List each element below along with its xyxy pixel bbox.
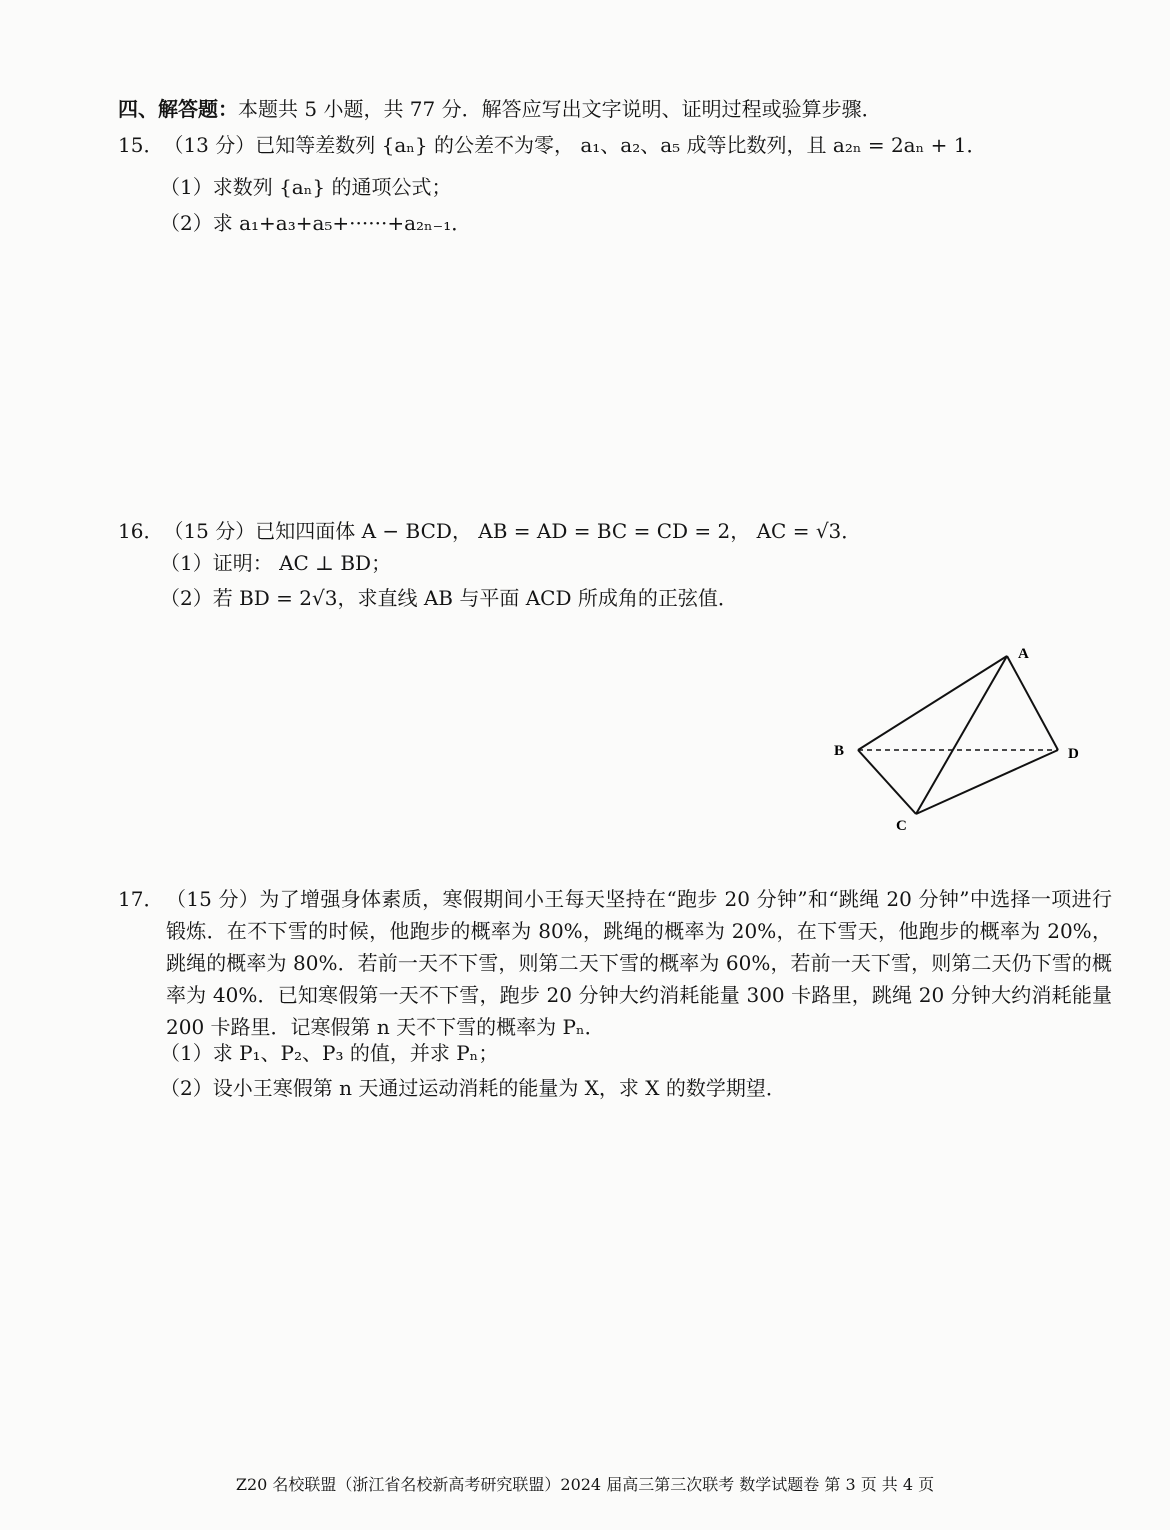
section-header — [118, 96, 882, 122]
question-15-number: 15． — [118, 133, 164, 157]
question-16-stem — [118, 518, 861, 544]
question-15-text: （13 分）已知等差数列 {aₙ} 的公差不为零， a₁、a₂、a₅ 成等比数列，且 a₂ₙ = 2aₙ + 1． — [163, 133, 987, 157]
page-footer: Z20 名校联盟（浙江省名校新高考研究联盟）2024 届高三第三次联考 数学试题卷 第 3 页 共 4 页 — [235, 1475, 935, 1494]
question-16-part-1: （1）证明： AC ⊥ BD； — [160, 551, 392, 575]
question-16-part-2: （2）若 BD = 2√3，求直线 AB 与平面 ACD 所成角的正弦值． — [160, 586, 738, 610]
question-17-number: 17． — [118, 887, 164, 911]
vertex-label-d: D — [1068, 746, 1079, 762]
question-15-stem — [118, 132, 986, 158]
vertex-label-b: B — [834, 743, 845, 759]
section-intro: 本题共 5 小题，共 77 分．解答应写出文字说明、证明过程或验算步骤． — [238, 97, 882, 121]
question-15-part-1: （1）求数列 {aₙ} 的通项公式； — [160, 175, 452, 199]
edge-bc — [858, 750, 916, 814]
vertex-label-c: C — [896, 818, 907, 834]
edge-cd — [916, 750, 1058, 814]
edge-ad — [1007, 656, 1058, 750]
tetrahedron-figure — [830, 640, 1090, 840]
question-16-text: （15 分）已知四面体 A − BCD， AB = AD = BC = CD = 2， AC = √3． — [163, 519, 862, 543]
section-heading: 四、解答题： — [118, 97, 238, 121]
question-17-part-1: （1）求 P₁、P₂、P₃ 的值，并求 Pₙ； — [160, 1041, 499, 1065]
edge-ac — [916, 656, 1007, 814]
vertex-label-a: A — [1018, 646, 1029, 662]
question-17-stem: （15 分）为了增强身体素质，寒假期间小王每天坚持在“跑步 20 分钟”和“跳绳 20 分钟”中选择一项进行锻炼．在不下雪的时候，他跑步的概率为 80%，跳绳的概率为 20%，在下雪天，他跑步的概率为 20%，跳绳的概率为 80%．若前一天不下雪，则第二天下雪的概率为 60%，若前一天下雪，则第二天仍下雪的概率为 40%．已知寒假第一天不下雪，跑步 20 分钟大约消耗能量 300 卡路里，跳绳 20 分钟大约消耗能量 200 卡路里．记寒假第 n 天不下雪的概率为 Pₙ． — [166, 887, 1112, 1039]
edge-ab — [858, 656, 1007, 750]
question-17-part-2: （2）设小王寒假第 n 天通过运动消耗的能量为 X，求 X 的数学期望． — [160, 1076, 786, 1100]
question-15-part-2: （2）求 a₁+a₃+a₅+······+a₂ₙ₋₁． — [160, 211, 472, 235]
question-16-number: 16． — [118, 519, 164, 543]
